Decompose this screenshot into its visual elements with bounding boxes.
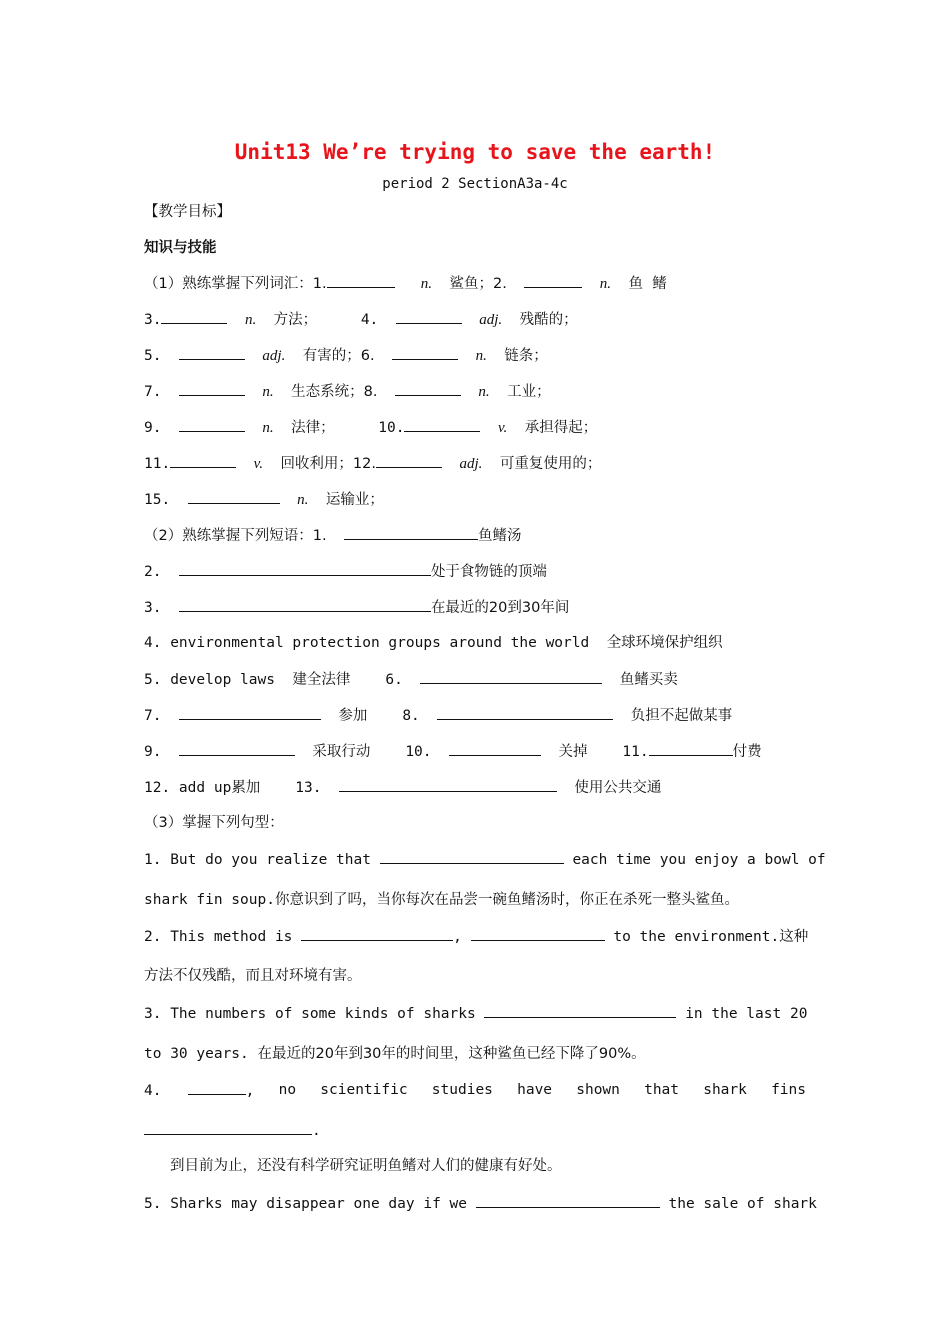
sentence-4-line-1: 4. , no scientific studies have shown that shark fins — [144, 1082, 806, 1099]
sentence-1-line-2: shark fin soup.你意识到了吗，当你每次在品尝一碗鱼鳍汤时，你正在杀死一整头鲨鱼。 — [144, 892, 739, 908]
vocab-row-4: 7. n. 生态系统；8. n. 工业； — [144, 381, 551, 402]
sentence-3-line-1: 3. The numbers of some kinds of sharks in the last 20 — [144, 1003, 807, 1024]
phrase-row-4: 4. environmental protection groups around the world 全球环境保护组织 — [144, 635, 723, 651]
sentence-2-line-2: 方法不仅残酷，而且对环境有害。 — [144, 968, 362, 984]
phrase-row-1: （2）熟练掌握下列短语：1. 鱼鳍汤 — [144, 525, 522, 546]
page-subtitle: period 2 SectionA3a-4c — [382, 176, 568, 192]
vocab-row-3: 5. adj. 有害的；6. n. 链条； — [144, 345, 548, 366]
phrase-row-7: 9. 采取行动 10. 关掉 11. 付费 — [144, 741, 762, 762]
sentence-4-translation: 到目前为止，还没有科学研究证明鱼鳍对人们的健康有好处。 — [170, 1158, 562, 1174]
vocab-row-6: 11. v. 回收利用；12. adj. 可重复使用的； — [144, 453, 601, 474]
sentence-5-line-1: 5. Sharks may disappear one day if we the sale of shark — [144, 1193, 817, 1214]
vocab-row-2: 3. n. 方法； 4. adj. 残酷的； — [144, 309, 578, 330]
vocab-row-1: （1）熟练掌握下列词汇：1. n. 鲨鱼；2. n. 鱼 鳍 — [144, 273, 667, 294]
sentence-1-line-1: 1. But do you realize that each time you enjoy a bowl of — [144, 849, 826, 870]
phrase-row-6: 7. 参加 8. 负担不起做某事 — [144, 705, 732, 726]
sentence-4-line-2: . — [144, 1120, 321, 1141]
phrase-row-8: 12. add up累加 13. 使用公共交通 — [144, 777, 661, 798]
section-header: 【教学目标】 — [144, 204, 231, 220]
vocab-row-7: 15. n. 运输业； — [144, 489, 384, 510]
vocab-row-5: 9. n. 法律； 10. v. 承担得起； — [144, 417, 597, 438]
page-title: Unit13 We’re trying to save the earth! — [234, 140, 716, 164]
sentence-intro: （3）掌握下列句型： — [144, 815, 284, 831]
sentence-2-line-1: 2. This method is , to the environment.这种 — [144, 926, 808, 947]
sentence-3-line-2: to 30 years. 在最近的20年到30年的时间里，这种鲨鱼已经下降了90%。 — [144, 1046, 646, 1062]
phrase-row-2: 2. 处于食物链的顶端 — [144, 561, 547, 582]
subsection-title: 知识与技能 — [144, 240, 217, 256]
phrase-row-3: 3. 在最近的20到30年间 — [144, 597, 569, 618]
phrase-row-5: 5. develop laws 建全法律 6. 鱼鳍买卖 — [144, 669, 678, 690]
